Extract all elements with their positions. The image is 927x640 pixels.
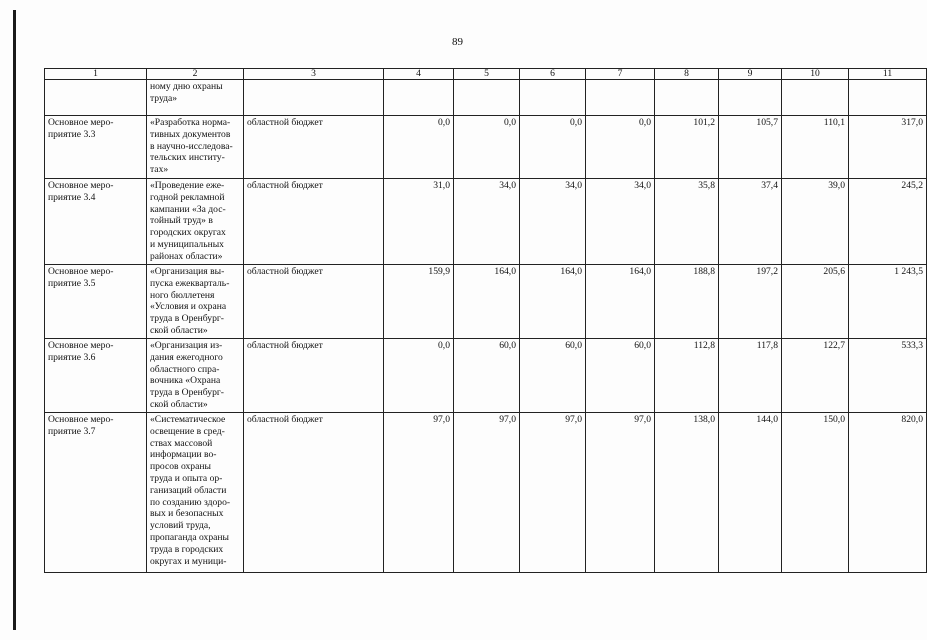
value-cell <box>719 80 782 116</box>
table-row <box>45 265 927 339</box>
value-cell: 188,8 <box>655 265 719 339</box>
value-cell <box>586 80 655 116</box>
measure-cell: Основное меро- приятие 3.3 <box>45 116 147 179</box>
source-cell: областной бюджет <box>244 265 384 339</box>
value-cell <box>782 80 849 116</box>
value-cell: 35,8 <box>655 179 719 265</box>
measure-cell: Основное меро- приятие 3.5 <box>45 265 147 339</box>
table-row <box>45 179 927 265</box>
table-row <box>45 116 927 179</box>
value-cell: 31,0 <box>384 179 454 265</box>
column-header: 10 <box>782 69 849 80</box>
value-cell: 37,4 <box>719 179 782 265</box>
value-cell: 34,0 <box>586 179 655 265</box>
measure-cell <box>45 80 147 116</box>
value-cell: 117,8 <box>719 339 782 413</box>
value-cell: 101,2 <box>655 116 719 179</box>
value-cell: 39,0 <box>782 179 849 265</box>
value-cell: 0,0 <box>586 116 655 179</box>
value-cell: 110,1 <box>782 116 849 179</box>
column-header: 4 <box>384 69 454 80</box>
value-cell: 105,7 <box>719 116 782 179</box>
description-cell: «Разработка норма- тивных документов в научно-исследова- тельских институ- тах» <box>147 116 244 179</box>
column-header: 7 <box>586 69 655 80</box>
column-header: 2 <box>147 69 244 80</box>
value-cell: 820,0 <box>849 413 927 573</box>
value-cell: 245,2 <box>849 179 927 265</box>
column-header: 11 <box>849 69 927 80</box>
value-cell: 97,0 <box>454 413 520 573</box>
value-cell: 0,0 <box>384 339 454 413</box>
value-cell: 164,0 <box>586 265 655 339</box>
table-row <box>45 80 927 116</box>
table-row <box>45 339 927 413</box>
description-cell: ному дню охраны труда» <box>147 80 244 116</box>
value-cell: 533,3 <box>849 339 927 413</box>
table-row <box>45 413 927 573</box>
value-cell: 0,0 <box>384 116 454 179</box>
source-cell: областной бюджет <box>244 339 384 413</box>
column-header: 5 <box>454 69 520 80</box>
value-cell: 60,0 <box>586 339 655 413</box>
value-cell: 164,0 <box>454 265 520 339</box>
value-cell: 138,0 <box>655 413 719 573</box>
value-cell: 0,0 <box>520 116 586 179</box>
measure-cell: Основное меро- приятие 3.6 <box>45 339 147 413</box>
value-cell <box>384 80 454 116</box>
description-cell: «Организация из- дания ежегодного областного спра- вочника «Охрана труда в Оренбург- ской области» <box>147 339 244 413</box>
value-cell: 197,2 <box>719 265 782 339</box>
description-cell: «Систематическое освещение в сред- ствах массовой информации во- просов охраны труда и опыта ор- ганизаций области по созданию здоро- вых и безопасных условий труда, пропаганда охраны труда в городских округах и муници- <box>147 413 244 573</box>
value-cell <box>520 80 586 116</box>
value-cell: 122,7 <box>782 339 849 413</box>
value-cell <box>655 80 719 116</box>
source-cell: областной бюджет <box>244 116 384 179</box>
column-header: 1 <box>45 69 147 80</box>
value-cell: 205,6 <box>782 265 849 339</box>
column-header: 6 <box>520 69 586 80</box>
measure-cell: Основное меро- приятие 3.4 <box>45 179 147 265</box>
table-header-row <box>45 69 927 80</box>
value-cell: 112,8 <box>655 339 719 413</box>
column-header: 8 <box>655 69 719 80</box>
value-cell: 60,0 <box>454 339 520 413</box>
budget-table <box>44 68 927 573</box>
value-cell: 60,0 <box>520 339 586 413</box>
value-cell: 97,0 <box>520 413 586 573</box>
measure-cell: Основное меро- приятие 3.7 <box>45 413 147 573</box>
column-header: 3 <box>244 69 384 80</box>
value-cell: 97,0 <box>384 413 454 573</box>
value-cell: 159,9 <box>384 265 454 339</box>
value-cell <box>454 80 520 116</box>
source-cell <box>244 80 384 116</box>
value-cell <box>849 80 927 116</box>
value-cell: 150,0 <box>782 413 849 573</box>
page-number: 89 <box>452 36 463 48</box>
source-cell: областной бюджет <box>244 413 384 573</box>
description-cell: «Проведение еже- годной рекламной кампании «За дос- тойный труд» в городских округах и муниципальных районах области» <box>147 179 244 265</box>
value-cell: 0,0 <box>454 116 520 179</box>
value-cell: 34,0 <box>454 179 520 265</box>
value-cell: 144,0 <box>719 413 782 573</box>
source-cell: областной бюджет <box>244 179 384 265</box>
description-cell: «Организация вы- пуска ежекварталь- ного бюллетеня «Условия и охрана труда в Оренбург- ской области» <box>147 265 244 339</box>
value-cell: 1 243,5 <box>849 265 927 339</box>
scan-edge-bar <box>13 10 16 630</box>
value-cell: 164,0 <box>520 265 586 339</box>
value-cell: 34,0 <box>520 179 586 265</box>
value-cell: 317,0 <box>849 116 927 179</box>
column-header: 9 <box>719 69 782 80</box>
value-cell: 97,0 <box>586 413 655 573</box>
